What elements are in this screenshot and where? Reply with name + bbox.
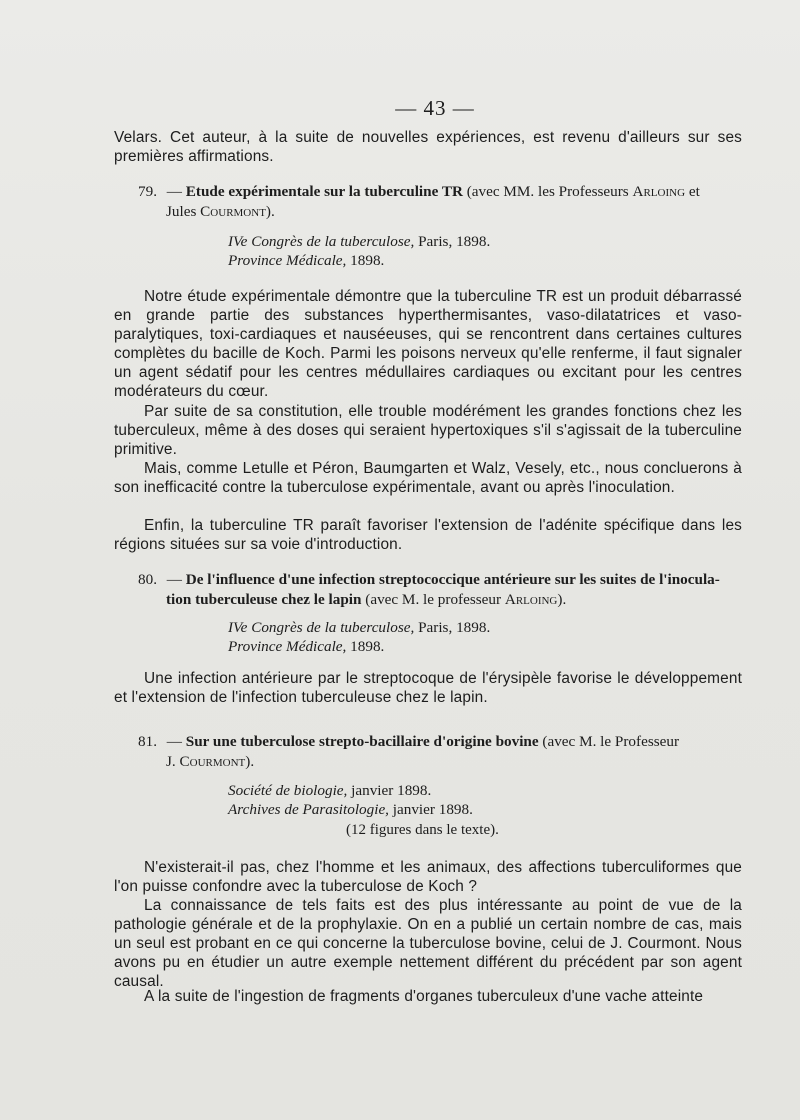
entry-collab: (avec M. le professeur — [361, 591, 505, 608]
entry-dash: — — [166, 733, 182, 750]
entry-title-continuation — [138, 752, 744, 772]
entry-collab: (avec M. le Professeur — [538, 733, 680, 750]
entry-closing: ). — [245, 753, 255, 770]
entry-79-paragraph-4: Enfin, la tuberculine TR paraît favoriser l'extension de l'adénite spécifique dans les régions situées sur sa voie d'introduction. — [114, 517, 742, 554]
entry-79-paragraph-1: Notre étude expérimentale démontre que la tuberculine TR est un produit débarrassé en grande partie des substances hyperthermisantes, vaso-dilatatrices et vaso-paralytiques, toxi-cardiaques et nauséeuses, qui se rencontrent dans certaines cultures complètes du bacille de Koch. Parmi les poisons nerveux qu'elle renferme, il faut signaler un agent sédatif pour les centres médullaires cardiaques ou excitant pour les centres modérateurs du cœur. — [114, 288, 742, 401]
entry-81-references — [228, 781, 728, 819]
figures-note: (12 figures dans le texte). — [346, 822, 499, 838]
entry-81-paragraph-2: La connaissance de tels faits est des plus intéressante au point de vue de la pathologie générale et de la prophylaxie. On en a publié un certain nombre de cas, mais un seul est probant en ce qui concerne la tuberculose bovine, celui de J. Courmont. Nous avons pu en étudier un autre exemple nettement différent du précédent par son agent causal. — [114, 897, 742, 991]
entry-closing: ). — [557, 591, 567, 608]
entry-79-references — [228, 232, 728, 270]
entry-number: 80. — [138, 571, 157, 588]
entry-number: 79. — [138, 183, 157, 200]
entry-collab-mid: et — [685, 183, 700, 200]
reference-line: Archives de Parasitologie, janvier 1898. — [228, 801, 473, 818]
reference-line: Province Médicale, 1898. — [228, 252, 385, 269]
author-first-name: Jules — [166, 203, 201, 220]
entry-81-paragraph-1: N'existerait-il pas, chez l'homme et les animaux, des affections tuberculiformes que l'on puisse confondre avec la tuberculose de Koch ? — [114, 859, 742, 896]
author-name: Courmont — [200, 203, 266, 220]
author-name: Courmont — [179, 753, 246, 770]
reference-line: IVe Congrès de la tuberculose, Paris, 1898. — [228, 619, 491, 636]
entry-heading-continued: tion tuberculeuse chez le lapin — [166, 591, 362, 608]
intro-paragraph: Velars. Cet auteur, à la suite de nouvelles expériences, est revenu d'ailleurs sur ses premières affirmations. — [114, 129, 742, 166]
entry-number: 81. — [138, 733, 157, 750]
entry-79-paragraph-3: Mais, comme Letulle et Péron, Baumgarten et Walz, Vesely, etc., nous concluerons à son inefficacité contre la tuberculose expérimentale, avant ou après l'inoculation. — [114, 460, 742, 497]
entry-81-paragraph-3: A la suite de l'ingestion de fragments d'organes tuberculeux d'une vache atteinte — [144, 988, 704, 1005]
entry-80-references — [228, 618, 728, 656]
entry-title-continuation — [138, 590, 744, 610]
page-number: — 43 — — [395, 96, 475, 120]
entry-collab: (avec MM. les Professeurs — [462, 183, 633, 200]
entry-heading: Sur une tuberculose strepto-bacillaire d'origine bovine — [185, 733, 539, 750]
reference-line: IVe Congrès de la tuberculose, Paris, 1898. — [228, 233, 491, 250]
entry-81-title — [138, 732, 744, 772]
entry-title-continuation — [138, 202, 744, 222]
entry-heading: Etude expérimentale sur la tuberculine TR — [185, 183, 463, 200]
author-initial: J. — [166, 753, 180, 770]
author-name: Arloing — [632, 183, 686, 200]
author-name: Arloing — [504, 591, 558, 608]
entry-dash: — — [166, 571, 182, 588]
reference-line: Société de biologie, janvier 1898. — [228, 782, 432, 799]
entry-79-paragraph-2: Par suite de sa constitution, elle trouble modérément les grandes fonctions chez les tuberculeux, même à des doses qui seraient hypertoxiques s'il s'agissait de la tuberculine primitive. — [114, 403, 742, 459]
entry-dash: — — [166, 183, 182, 200]
entry-closing: ). — [265, 203, 275, 220]
entry-80-title — [138, 570, 744, 610]
reference-line: Province Médicale, 1898. — [228, 638, 385, 655]
entry-79-title — [138, 182, 744, 222]
entry-heading: De l'influence d'une infection streptococcique antérieure sur les suites de l'inocula- — [185, 571, 720, 588]
entry-80-paragraph-1: Une infection antérieure par le streptocoque de l'érysipèle favorise le développement et l'extension de l'infection tuberculeuse chez le lapin. — [114, 670, 742, 707]
